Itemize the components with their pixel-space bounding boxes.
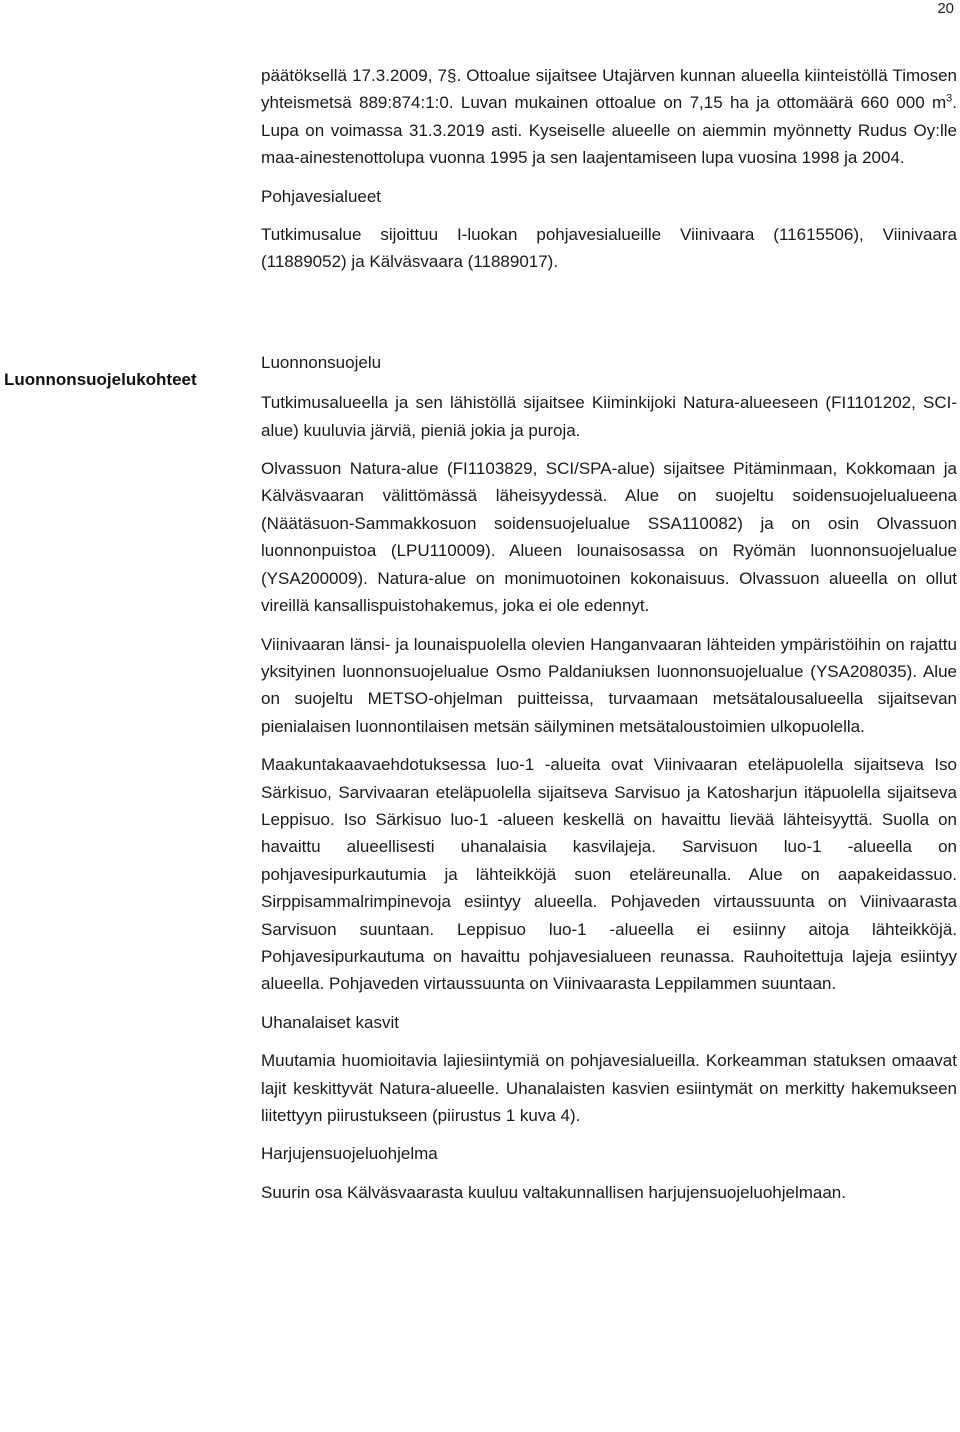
conservation-paragraph: Maakuntakaavaehdotuksessa luo-1 -alueita ovat Viinivaaran eteläpuolella sijaitseva Iso Särkisuo, Sarvivaaran eteläpuolella sijaitseva Sarvisuo ja Katosharjun itäpuolella sijaitseva Leppisuo. Iso Särkisuo luo-1 -alueen keskellä on havaittu lievää lähteisyyttä. Suolla on havaittu alueellisesti uhanalaisia kasvilajeja. Sarvisuon luo-1 -alueella on pohjavesipurkautumia ja lähteikköjä suon eteläreunalla. Alue on aapakeidassuo. Sirppisammalrimpinevoja esiintyy alueella. Pohjaveden virtaussuunta on Viinivaarasta Sarvisuon suuntaan. Leppisuo luo-1 -alueella ei esiinny aitoja lähteikköjä. Pohjavesipurkautuma on havaittu pohjavesialueen reunassa. Rauhoitettuja lajeja esiintyy alueella. Pohjaveden virtaussuunta on Viinivaarasta Leppilammen suuntaan. [261,755,957,994]
groundwater-paragraph: Tutkimusalue sijoittuu I-luokan pohjavesialueille Viinivaara (11615506), Viinivaara (11889052) ja Kälväsvaara (11889017). [261,225,957,272]
intro-text-part1: päätöksellä 17.3.2009, 7§. Ottoalue sijaitsee Utajärven kunnan alueella kiinteistöllä Timosen yhteismetsä 889:874:1:0. Luvan mukainen ottoalue on 7,15 ha ja ottomäärä 660 000 m [261,66,957,113]
page-number: 20 [937,0,954,17]
ridge-program-heading: Harjujensuojeluohjelma [261,1144,438,1164]
intro-text-part2: . Lupa on voimassa 31.3.2019 asti. Kyseiselle alueelle on aiemmin myönnetty Rudus Oy:lle maa-ainestenottolupa vuonna 1995 ja sen laajentamiseen lupa vuosina 1998 ja 2004. [261,93,957,168]
main-text-column [261,62,957,1206]
endangered-plants-paragraph: Muutamia huomioitavia lajiesiintymiä on pohjavesialueilla. Korkeamman statuksen omaavat lajit keskittyvät Natura-alueelle. Uhanalaisten kasvien esiintymät on merkitty hakemukseen liitettyyn piirustukseen (piirustus 1 kuva 4). [261,1051,957,1125]
conservation-heading: Luonnonsuojelu [261,352,382,372]
endangered-plants-heading: Uhanalaiset kasvit [261,1012,399,1032]
intro-superscript: 3 [946,92,953,105]
conservation-paragraph: Olvassuon Natura-alue (FI1103829, SCI/SPA-alue) sijaitsee Pitäminmaan, Kokkomaan ja Kälväsvaaran välittömässä läheisyydessä. Alue on suojeltu soidensuojelualueena (Näätäsuon-Sammakkosuon soidensuojelualue SSA110082) ja on osin Olvassuon luonnonpuistoa (LPU110009). Alueen lounaisosassa on Ryömän luonnonsuojelualue (YSA200009). Natura-alue on monimuotoinen kokonaisuus. Olvassuon alueella on ollut vireillä kansallispuistohakemus, joka ei ole edennyt. [261,459,957,616]
intro-paragraph [261,62,957,172]
groundwater-heading: Pohjavesialueet [261,186,382,206]
section-heading-luonnonsuojelukohteet: Luonnonsuojelukohteet [4,370,197,389]
ridge-program-paragraph: Suurin osa Kälväsvaarasta kuuluu valtakunnallisen harjujensuojeluohjelmaan. [261,1182,846,1202]
conservation-paragraph: Viinivaaran länsi- ja lounaispuolella olevien Hanganvaaran lähteiden ympäristöihin on rajattu yksityinen luonnonsuojelualue Osmo Paldaniuksen luonnonsuojelualue (YSA208035). Alue on suojeltu METSO-ohjelman puitteissa, turvaamaan metsätalousalueella sijaitsevan pienialaisen luonnontilaisen metsän säilyminen metsätaloustoimien ulkopuolella. [261,634,957,736]
conservation-paragraph: Tutkimusalueella ja sen lähistöllä sijaitsee Kiiminkijoki Natura-alueeseen (FI1101202, SCI-alue) kuuluvia järviä, pieniä jokia ja puroja. [261,393,957,440]
